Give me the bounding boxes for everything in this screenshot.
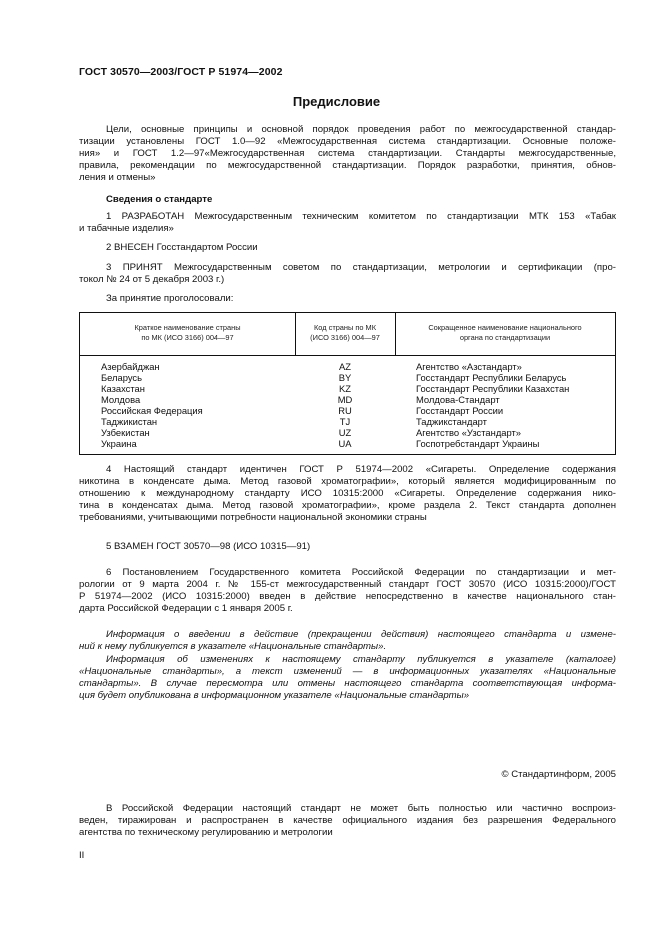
text-line: правила, рекомендации по межгосударственной стандартизации. Порядок разработки, принятия, обнов- xyxy=(79,160,616,171)
table-header-country: Краткое наименование страны по МК (ИСО 3166) 004—97 xyxy=(134,323,241,342)
table-cell: UA xyxy=(338,438,352,449)
document-header-code: ГОСТ 30570—2003/ГОСТ Р 51974—2002 xyxy=(79,66,283,78)
item-3-paragraph xyxy=(79,262,616,286)
item-5-paragraph: 5 ВЗАМЕН ГОСТ 30570—98 (ИСО 10315—91) xyxy=(106,541,311,552)
table-cell: Госстандарт Республики Беларусь xyxy=(416,372,567,383)
text-line: ция будет опубликована в информационном указателе «Национальные стандарты» xyxy=(79,690,470,701)
item-2-paragraph: 2 ВНЕСЕН Госстандартом России xyxy=(106,242,258,253)
reproduction-notice xyxy=(79,803,616,839)
table-cell: Узбекистан xyxy=(101,427,150,438)
table-cell: MD xyxy=(337,394,353,405)
item-1-paragraph xyxy=(79,211,616,235)
voting-table xyxy=(79,312,616,455)
text-line: 6 Постановлением Государственного комитета Российской Федерации по стандартизации и мет- xyxy=(106,567,616,578)
table-cell: Молдова-Стандарт xyxy=(416,394,500,405)
text-line: Информация о введении в действие (прекращении действия) настоящего стандарта и измене- xyxy=(106,629,616,640)
text-line: Информация об изменениях к настоящему стандарту публикуется в указателе (каталоге) xyxy=(106,654,616,665)
table-column-body xyxy=(416,361,569,449)
table-cell: Молдова xyxy=(101,394,141,405)
table-column-code xyxy=(295,361,395,449)
table-cell: Таджикстандарт xyxy=(416,416,487,427)
text-line: Цели, основные принципы и основной порядок проведения работ по межгосударственной стандар- xyxy=(106,124,616,135)
text-line: В Российской Федерации настоящий стандарт не может быть полностью или частично воспроиз- xyxy=(106,803,616,814)
table-cell: Агентство «Азстандарт» xyxy=(416,361,522,372)
table-column-country xyxy=(101,361,203,449)
text-line: стандарты». В случае пересмотра или отмены настоящего стандарта соответствующая информа- xyxy=(79,678,616,689)
text-line: веден, тиражирован и распространен в качестве официального издания без разрешения Федерального xyxy=(79,815,616,826)
text-line: 3 ПРИНЯТ Межгосударственным советом по стандартизации, метрологии и сертификации (про- xyxy=(106,262,616,273)
voted-label: За принятие проголосовали: xyxy=(106,293,234,304)
copyright-notice: © Стандартинформ, 2005 xyxy=(501,769,616,780)
section-heading: Сведения о стандарте xyxy=(106,194,213,205)
text-line: ния» и ГОСТ 1.2—97«Межгосударственная система стандартизации. Стандарты межгосударственные, xyxy=(79,148,616,159)
table-cell: Беларусь xyxy=(101,372,143,383)
text-line: тина в конденсатах дыма. Метод газовой хроматографии», кроме раздела 2. Текст стандарта дополнен xyxy=(79,500,616,511)
table-cell: Таджикистан xyxy=(101,416,158,427)
text-line: ления и отмены» xyxy=(79,172,156,183)
text-line: тизации установлены ГОСТ 1.0—92 «Межгосударственная система стандартизации. Основные положе- xyxy=(79,136,616,147)
text-line: никотина в конденсате дыма. Метод газовой хроматографии», который является модифицированным по xyxy=(79,476,616,487)
text-line: ний к нему публикуется в указателе «Национальные стандарты». xyxy=(79,641,387,652)
table-cell: KZ xyxy=(339,383,351,394)
table-cell: Казахстан xyxy=(101,383,145,394)
table-cell: Госстандарт России xyxy=(416,405,504,416)
table-cell: Российская Федерация xyxy=(101,405,203,416)
item-4-paragraph xyxy=(79,464,616,524)
table-cell: Агентство «Узстандарт» xyxy=(416,427,522,438)
page-title: Предисловие xyxy=(292,94,381,109)
text-line: отношению к международному стандарту ИСО 10315:2000 «Сигареты. Определение содержания нико- xyxy=(79,488,616,499)
table-header-code: Код страны по МК (ИСО 3166) 004—97 xyxy=(310,323,380,342)
info-changes-paragraph xyxy=(79,654,616,702)
item-6-paragraph xyxy=(79,567,616,615)
text-line: и табачные изделия» xyxy=(79,223,174,234)
table-cell: Азербайджан xyxy=(101,361,160,372)
info-introduction-paragraph xyxy=(79,629,616,653)
text-line: требованиями, учитывающими потребности национальной экономики страны xyxy=(79,512,427,523)
text-line: Р 51974—2002 (ИСО 10315:2000) введен в действие непосредственно в качестве национального стан- xyxy=(79,591,616,602)
table-cell: RU xyxy=(338,405,352,416)
text-line: токол № 24 от 5 декабря 2003 г.) xyxy=(79,274,225,285)
page-number: II xyxy=(79,850,85,861)
table-cell: AZ xyxy=(339,361,351,372)
intro-paragraph xyxy=(79,124,616,184)
text-line: «Национальные стандарты», а текст изменений — в информационных указателях «Национальные xyxy=(79,666,616,677)
table-cell: UZ xyxy=(338,427,352,438)
table-header-body: Сокращенное наименование национального органа по стандартизации xyxy=(428,323,582,342)
text-line: дарта Российской Федерации с 1 января 2005 г. xyxy=(79,603,293,614)
table-cell: Госстандарт Республики Казахстан xyxy=(416,383,570,394)
table-cell: Украина xyxy=(101,438,137,449)
table-cell: TJ xyxy=(339,416,351,427)
text-line: рологии от 9 марта 2004 г. № 155-ст межгосударственный стандарт ГОСТ 30570 (ИСО 10315:2000)/ГОСТ xyxy=(79,579,616,590)
text-line: агентства по техническому регулированию и метрологии xyxy=(79,827,333,838)
text-line: 1 РАЗРАБОТАН Межгосударственным техническим комитетом по стандартизации МТК 153 «Табак xyxy=(106,211,616,222)
table-cell: Госпотребстандарт Украины xyxy=(416,438,540,449)
text-line: 4 Настоящий стандарт идентичен ГОСТ Р 51974—2002 «Сигареты. Определение содержания xyxy=(106,464,616,475)
table-cell: BY xyxy=(338,372,352,383)
table-header-rule xyxy=(80,355,615,356)
